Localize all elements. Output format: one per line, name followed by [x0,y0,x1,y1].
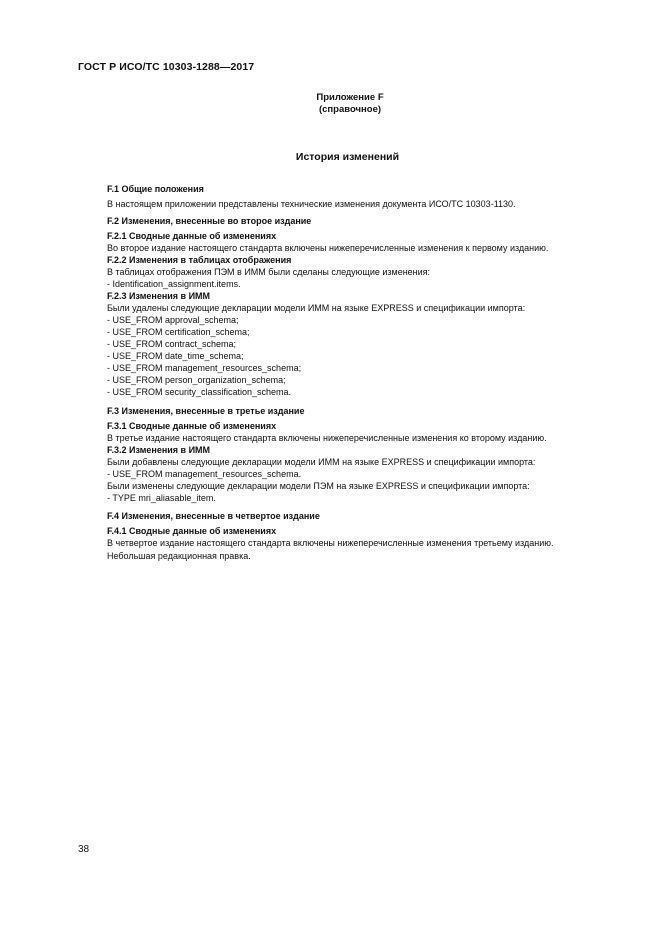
body-text-line: Были добавлены следующие декларации модели ИММ на языке EXPRESS и спецификации импорта: [107,457,536,467]
body-text-line: - USE_FROM security_classification_schema. [107,387,292,397]
body-text-line: - USE_FROM management_resources_schema. [107,469,302,479]
body-text-line: - USE_FROM date_time_schema; [107,351,244,361]
body-text-line: - Identification_assignment.items. [107,279,241,289]
standard-designation: ГОСТ Р ИСО/ТС 10303-1288—2017 [78,61,255,73]
page-number: 38 [78,844,90,855]
section-heading: F.3.1 Сводные данные об изменениях [107,421,277,431]
section-heading: F.2.2 Изменения в таблицах отображения [107,255,292,265]
body-text-line: Были удалены следующие декларации модели ИММ на языке EXPRESS и спецификации импорта: [107,303,526,313]
section-heading: F.2.1 Сводные данные об изменениях [107,231,277,241]
section-heading: F.4 Изменения, внесенные в четвертое издание [107,511,320,521]
annex-label: Приложение F [316,92,384,103]
body-text-line: В третье издание настоящего стандарта включены нижеперечисленные изменения ко второму изданию. [107,433,547,443]
body-text-line: В четвертое издание настоящего стандарта включены нижеперечисленные изменения третьему изданию. [107,538,554,548]
section-heading: F.4.1 Сводные данные об изменениях [107,526,277,536]
body-text-line: - USE_FROM approval_schema; [107,315,239,325]
section-heading: F.1 Общие положения [107,184,204,194]
body-text-line: - USE_FROM person_organization_schema; [107,375,286,385]
body-text-line: Были изменены следующие декларации модели ПЭМ на языке EXPRESS и спецификации импорта: [107,481,530,491]
body-text-line: В настоящем приложении представлены технические изменения документа ИСО/ТС 10303-1130. [107,199,516,209]
section-heading: F.3 Изменения, внесенные в третье издание [107,406,305,416]
section-heading: F.2 Изменения, внесенные во второе издание [107,216,312,226]
body-text-line: В таблицах отображения ПЭМ в ИММ были сделаны следующие изменения: [107,267,431,277]
body-text-line: - USE_FROM certification_schema; [107,327,250,337]
section-heading: F.2.3 Изменения в ИММ [107,291,211,301]
annex-status: (справочное) [318,104,382,115]
section-title: История изменений [295,151,400,163]
body-text-line: - USE_FROM contract_schema; [107,339,237,349]
section-heading: F.3.2 Изменения в ИММ [107,445,211,455]
body-text-line: Во второе издание настоящего стандарта включены нижеперечисленные изменения к первому изданию. [107,243,549,253]
body-text-line: Небольшая редакционная правка. [107,551,251,561]
body-text-line: - TYPE mri_aliasable_item. [107,493,216,503]
body-text-line: - USE_FROM management_resources_schema; [107,363,302,373]
